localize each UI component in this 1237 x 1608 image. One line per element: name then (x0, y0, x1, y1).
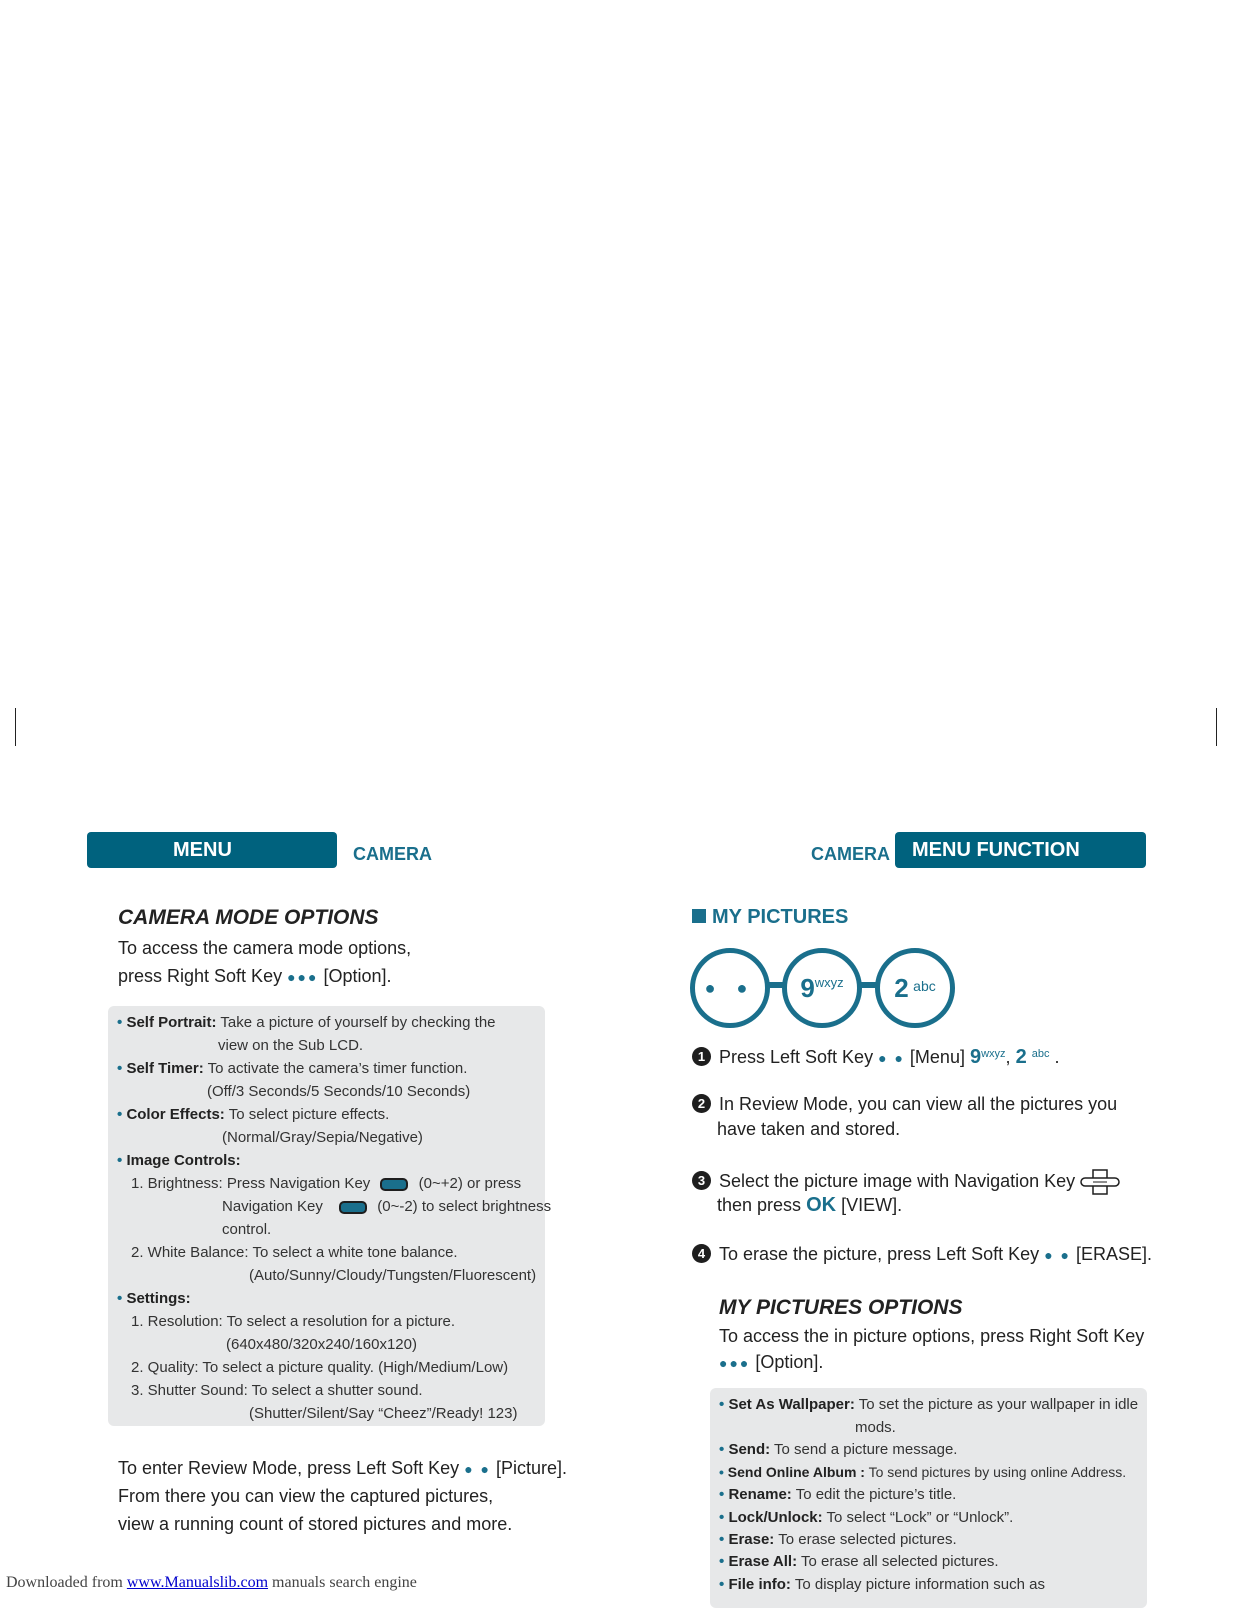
step-1-number: 1 (692, 1047, 711, 1066)
ok-key-icon: OK (806, 1194, 837, 1216)
self-timer-item-cont: (Off/3 Seconds/5 Seconds/10 Seconds) (207, 1083, 471, 1100)
step-2: 2 In Review Mode, you can view all the pictures you (692, 1094, 1117, 1115)
brightness-line-2: Navigation Key (0~-2) to select brightness (222, 1198, 552, 1215)
step-3-cont: then press OK [VIEW]. (717, 1194, 903, 1216)
review-line-3: view a running count of stored pictures and more. (118, 1514, 513, 1534)
quality-line: 2. Quality: To select a picture quality. (High/Medium/Low) (131, 1359, 509, 1376)
options-intro-2: ●●● [Option]. (719, 1352, 824, 1372)
left-soft-key-icon: ● ● (878, 1050, 905, 1066)
options-intro-1: To access the in picture options, press Right Soft Key (719, 1326, 1145, 1346)
white-balance-line-cont: (Auto/Sunny/Cloudy/Tungsten/Fluorescent) (249, 1267, 537, 1284)
rename-item: • Rename: To edit the picture’s title. (719, 1486, 957, 1503)
brightness-line-1: 1. Brightness: Press Navigation Key (0~+2) or press (131, 1175, 522, 1192)
step-3-number: 3 (692, 1171, 711, 1190)
step-4-number: 4 (692, 1244, 711, 1263)
step-4: 4 To erase the picture, press Left Soft Key ● ● [ERASE]. (692, 1244, 1152, 1265)
color-effects-item: • Color Effects: To select picture effects. (117, 1106, 390, 1123)
left-soft-key-icon: ● ● (464, 1461, 491, 1477)
intro-line-2: press Right Soft Key ●●● [Option]. (118, 966, 392, 986)
shutter-line: 3. Shutter Sound: To select a shutter sound. (131, 1382, 423, 1399)
nav-key-down-icon (339, 1201, 367, 1214)
erase-item: • Erase: To erase selected pictures. (719, 1531, 957, 1548)
resolution-line-cont: (640x480/320x240/160x120) (226, 1336, 417, 1353)
navigation-key-icon (1080, 1169, 1120, 1195)
left-header-bar (87, 832, 337, 897)
send-online-album-item: • Send Online Album : To send pictures by using online Address. (719, 1464, 1127, 1480)
brightness-line-3: control. (222, 1221, 272, 1238)
send-item: • Send: To send a picture message. (719, 1441, 958, 1458)
right-header-bar (895, 832, 1146, 868)
left-header-label: MENU FUNCTION (173, 839, 277, 897)
intro-line-1: To access the camera mode options, (118, 938, 412, 958)
self-portrait-item-cont: view on the Sub LCD. (218, 1037, 364, 1054)
square-bullet-icon (692, 909, 706, 923)
step-1: 1 Press Left Soft Key ● ● [Menu] $9^{wxyz}$, 2 $^{abc}$ . (692, 1046, 1060, 1069)
nav-key-up-icon (380, 1178, 408, 1191)
erase-all-item: • Erase All: To erase all selected pictures. (719, 1553, 999, 1570)
set-as-wallpaper-item: • Set As Wallpaper: To set the picture as your wallpaper in idle (719, 1396, 1139, 1413)
self-portrait-item: • Self Portrait: Take a picture of yourself by checking the (117, 1014, 496, 1031)
camera-mode-options-title: CAMERA MODE OPTIONS (118, 906, 379, 929)
shutter-line-cont: (Shutter/Silent/Say “Cheez”/Ready! 123) (249, 1405, 518, 1422)
step-2-cont: have taken and stored. (717, 1119, 901, 1139)
resolution-line: 1. Resolution: To select a resolution for a picture. (131, 1313, 456, 1330)
download-footer: Downloaded from www.Manualslib.com manuals search engine (6, 1574, 417, 1591)
key-9-circle: $9^{wxyz}$ (782, 948, 862, 1028)
right-header-label: MENU FUNCTION (912, 839, 1080, 861)
left-soft-key-circle: ● ● (690, 948, 770, 1028)
key-2-circle: 2 abc (875, 948, 955, 1028)
right-soft-key-icon: ●●● (719, 1355, 751, 1371)
lock-unlock-item: • Lock/Unlock: To select “Lock” or “Unlock”. (719, 1509, 1014, 1526)
right-header-section: CAMERA (811, 844, 890, 864)
right-soft-key-icon: ●●● (287, 969, 319, 985)
settings-item: • Settings: (117, 1290, 191, 1307)
set-as-wallpaper-item-cont: mods. (855, 1419, 896, 1436)
file-info-item: • File info: To display picture information such as (719, 1576, 1045, 1593)
step-2-number: 2 (692, 1094, 711, 1113)
color-effects-item-cont: (Normal/Gray/Sepia/Negative) (222, 1129, 423, 1146)
step-3: 3 Select the picture image with Navigation Key (692, 1169, 1120, 1195)
left-soft-key-icon: ● ● (1044, 1247, 1071, 1263)
my-pictures-options-title: MY PICTURES OPTIONS (719, 1296, 963, 1319)
left-header-section: CAMERA (353, 844, 432, 864)
image-controls-item: • Image Controls: (117, 1152, 241, 1169)
manualslib-link[interactable]: www.Manualslib.com (126, 1574, 269, 1591)
review-line-2: From there you can view the captured pictures, (118, 1486, 494, 1506)
self-timer-item: • Self Timer: To activate the camera’s timer function. (117, 1060, 468, 1077)
crop-mark-left (15, 708, 16, 746)
review-line-1: To enter Review Mode, press Left Soft Key ● ● [Picture]. (118, 1458, 568, 1478)
white-balance-line: 2. White Balance: To select a white tone balance. (131, 1244, 458, 1261)
my-pictures-title: MY PICTURES (692, 906, 848, 929)
crop-mark-right (1216, 708, 1217, 746)
